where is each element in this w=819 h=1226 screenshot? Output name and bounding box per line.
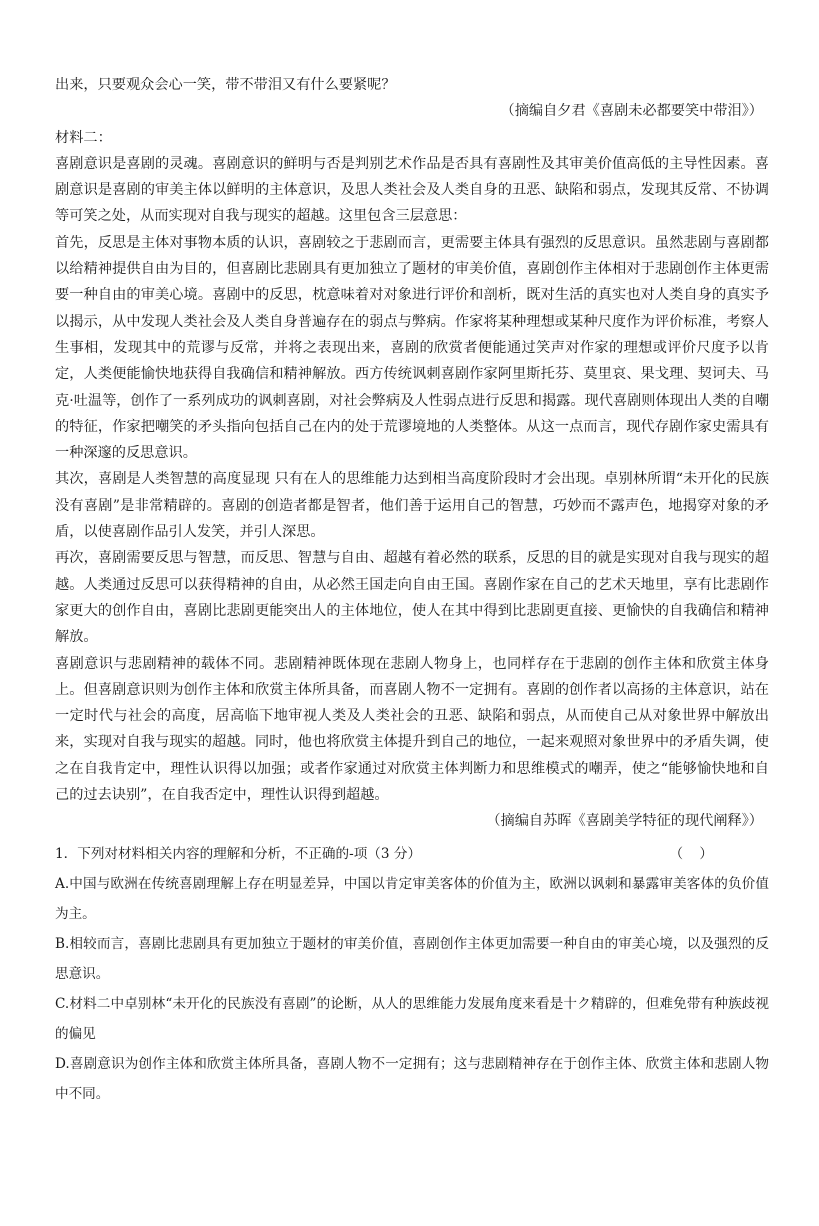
material1-source: （摘编自夕君《喜剧未必都要笑中带泪》） bbox=[500, 103, 763, 120]
document-page bbox=[55, 72, 769, 1109]
option-d: D.喜剧意识为创作主体和欣赏主体所具备，喜剧人物不一定拥有；这与悲剧精神存在于创作主体、欣赏主体和悲剧人物中不同。 bbox=[55, 1055, 769, 1102]
paragraph-second: 其次，喜剧是人类智慧的高度显现 只有在人的思维能力达到相当高度阶段时才会出现。卓别林所谓“未开化的民族没有喜剧”是非常精辟的。喜剧的创造者都是智者，他们善于运用自己的智慧，巧妙而不露声色，地揭穿对象的矛盾，以使喜剧作品引人发笑，并引人深思。 bbox=[55, 471, 769, 541]
material1-tail-text: 出来，只要观众会心一笑，带不带泪又有什么要紧呢？ bbox=[55, 77, 396, 93]
option-b: B.相较而言，喜剧比悲剧具有更加独立于题材的审美价值，喜剧创作主体更加需要一种自由的审美心境，以及强烈的反思意识。 bbox=[55, 935, 769, 982]
option-a: A.中国与欧洲在传统喜剧理解上存在明显差异，中国以肯定审美客体的价值为主，欧洲以讽刺和暴露审美客体的负价值为主。 bbox=[55, 875, 769, 922]
question-stem: 1．下列对材料相关内容的理解和分析，不正确的-项（3 分） bbox=[55, 845, 422, 862]
paragraph-carrier: 喜剧意识与悲剧精神的载体不同。悲剧精神既体现在悲剧人物身上，也同样存在于悲剧的创作主体和欣赏主体身上。但喜剧意识则为创作主体和欣赏主体所具备，而喜剧人物不一定拥有。喜剧的创作者以高扬的主体意识，站在一定时代与社会的高度，居高临下地审视人类及人类社会的丑恶、缺陷和弱点，从而使自己从对象世界中解放出来，实现对自我与现实的超越。同时，他也将欣赏主体提升到自己的地位，一起来观照对象世界中的矛盾失调，使之在自我肯定中，理性认识得以加强；或者作家通过对欣赏主体判断力和思维模式的嘲弄，使之“能够愉快地和自己的过去诀别”，在自我否定中，理性认识得到超越。 bbox=[55, 655, 769, 804]
answer-blank: （ ） bbox=[669, 845, 719, 862]
paragraph-intro: 喜剧意识是喜剧的灵魂。喜剧意识的鲜明与否是判别艺术作品是否具有喜剧性及其审美价值高低的主导性因素。喜剧意识是喜剧的审美主体以鲜明的主体意识，及思人类社会及人类自身的丑恶、缺陷和弱点，发现其反常、不协调等可笑之处，从而实现对自我与现实的超越。这里包含三层意思： bbox=[55, 155, 769, 225]
material2-heading: 材料二： bbox=[55, 129, 112, 146]
paragraph-third: 再次，喜剧需要反思与智慧，而反思、智慧与自由、超越有着必然的联系，反思的目的就是实现对自我与现实的超越。人类通过反思可以获得精神的自由，从必然王国走向自由王国。喜剧作家在自己的艺术天地里，享有比悲剧作家更大的创作自由，喜剧比悲剧更能突出人的主体地位，使人在其中得到比悲剧更直接、更愉快的自我确信和精神解放。 bbox=[55, 550, 769, 646]
options-list bbox=[55, 869, 769, 1109]
material2-source: （摘编自苏晖《喜剧美学特征的现代阐释》） bbox=[486, 813, 763, 830]
paragraph-first: 首先，反思是主体对事物本质的认识，喜剧较之于悲剧而言，更需要主体具有强烈的反思意识。虽然悲剧与喜剧都以给精神提供自由为目的，但喜剧比悲剧具有更加独立了题材的审美价值，喜剧创作主体相对于悲剧创作主体更需要一种自由的审美心境。喜剧中的反思，枕意味着对对象进行评价和剖析，既对生活的真实也对人类自身的真实予以揭示，从中发现人类社会及人类自身普遍存在的弱点与弊病。作家将某种理想或某种尺度作为评价标准，考察人生事相，发现其中的荒谬与反常，并将之表现出来，喜剧的欣赏者便能通过笑声对作家的理想或评价尺度予以肯定，人类便能愉快地获得自我确信和精神解放。西方传统讽刺喜剧作家阿里斯托芬、莫里哀、果戈理、契诃夫、马克·吐温等，创作了一系列成功的讽刺喜剧，对社会弊病及人性弱点进行反思和揭露。现代喜剧则体现出人类的自嘲的特征，作家把嘲笑的矛头指向包括自己在内的处于荒谬境地的人类整体。从这一点而言，现代存剧作家史需具有一种深邃的反思意识。 bbox=[55, 234, 769, 462]
question-stem-row bbox=[55, 841, 769, 867]
option-c: C.材料二中卓别林“未开化的民族没有喜剧”的论断，从人的思维能力发展角度来看是十ク精辟的，但难免带有种族歧视的偏见 bbox=[55, 995, 769, 1042]
